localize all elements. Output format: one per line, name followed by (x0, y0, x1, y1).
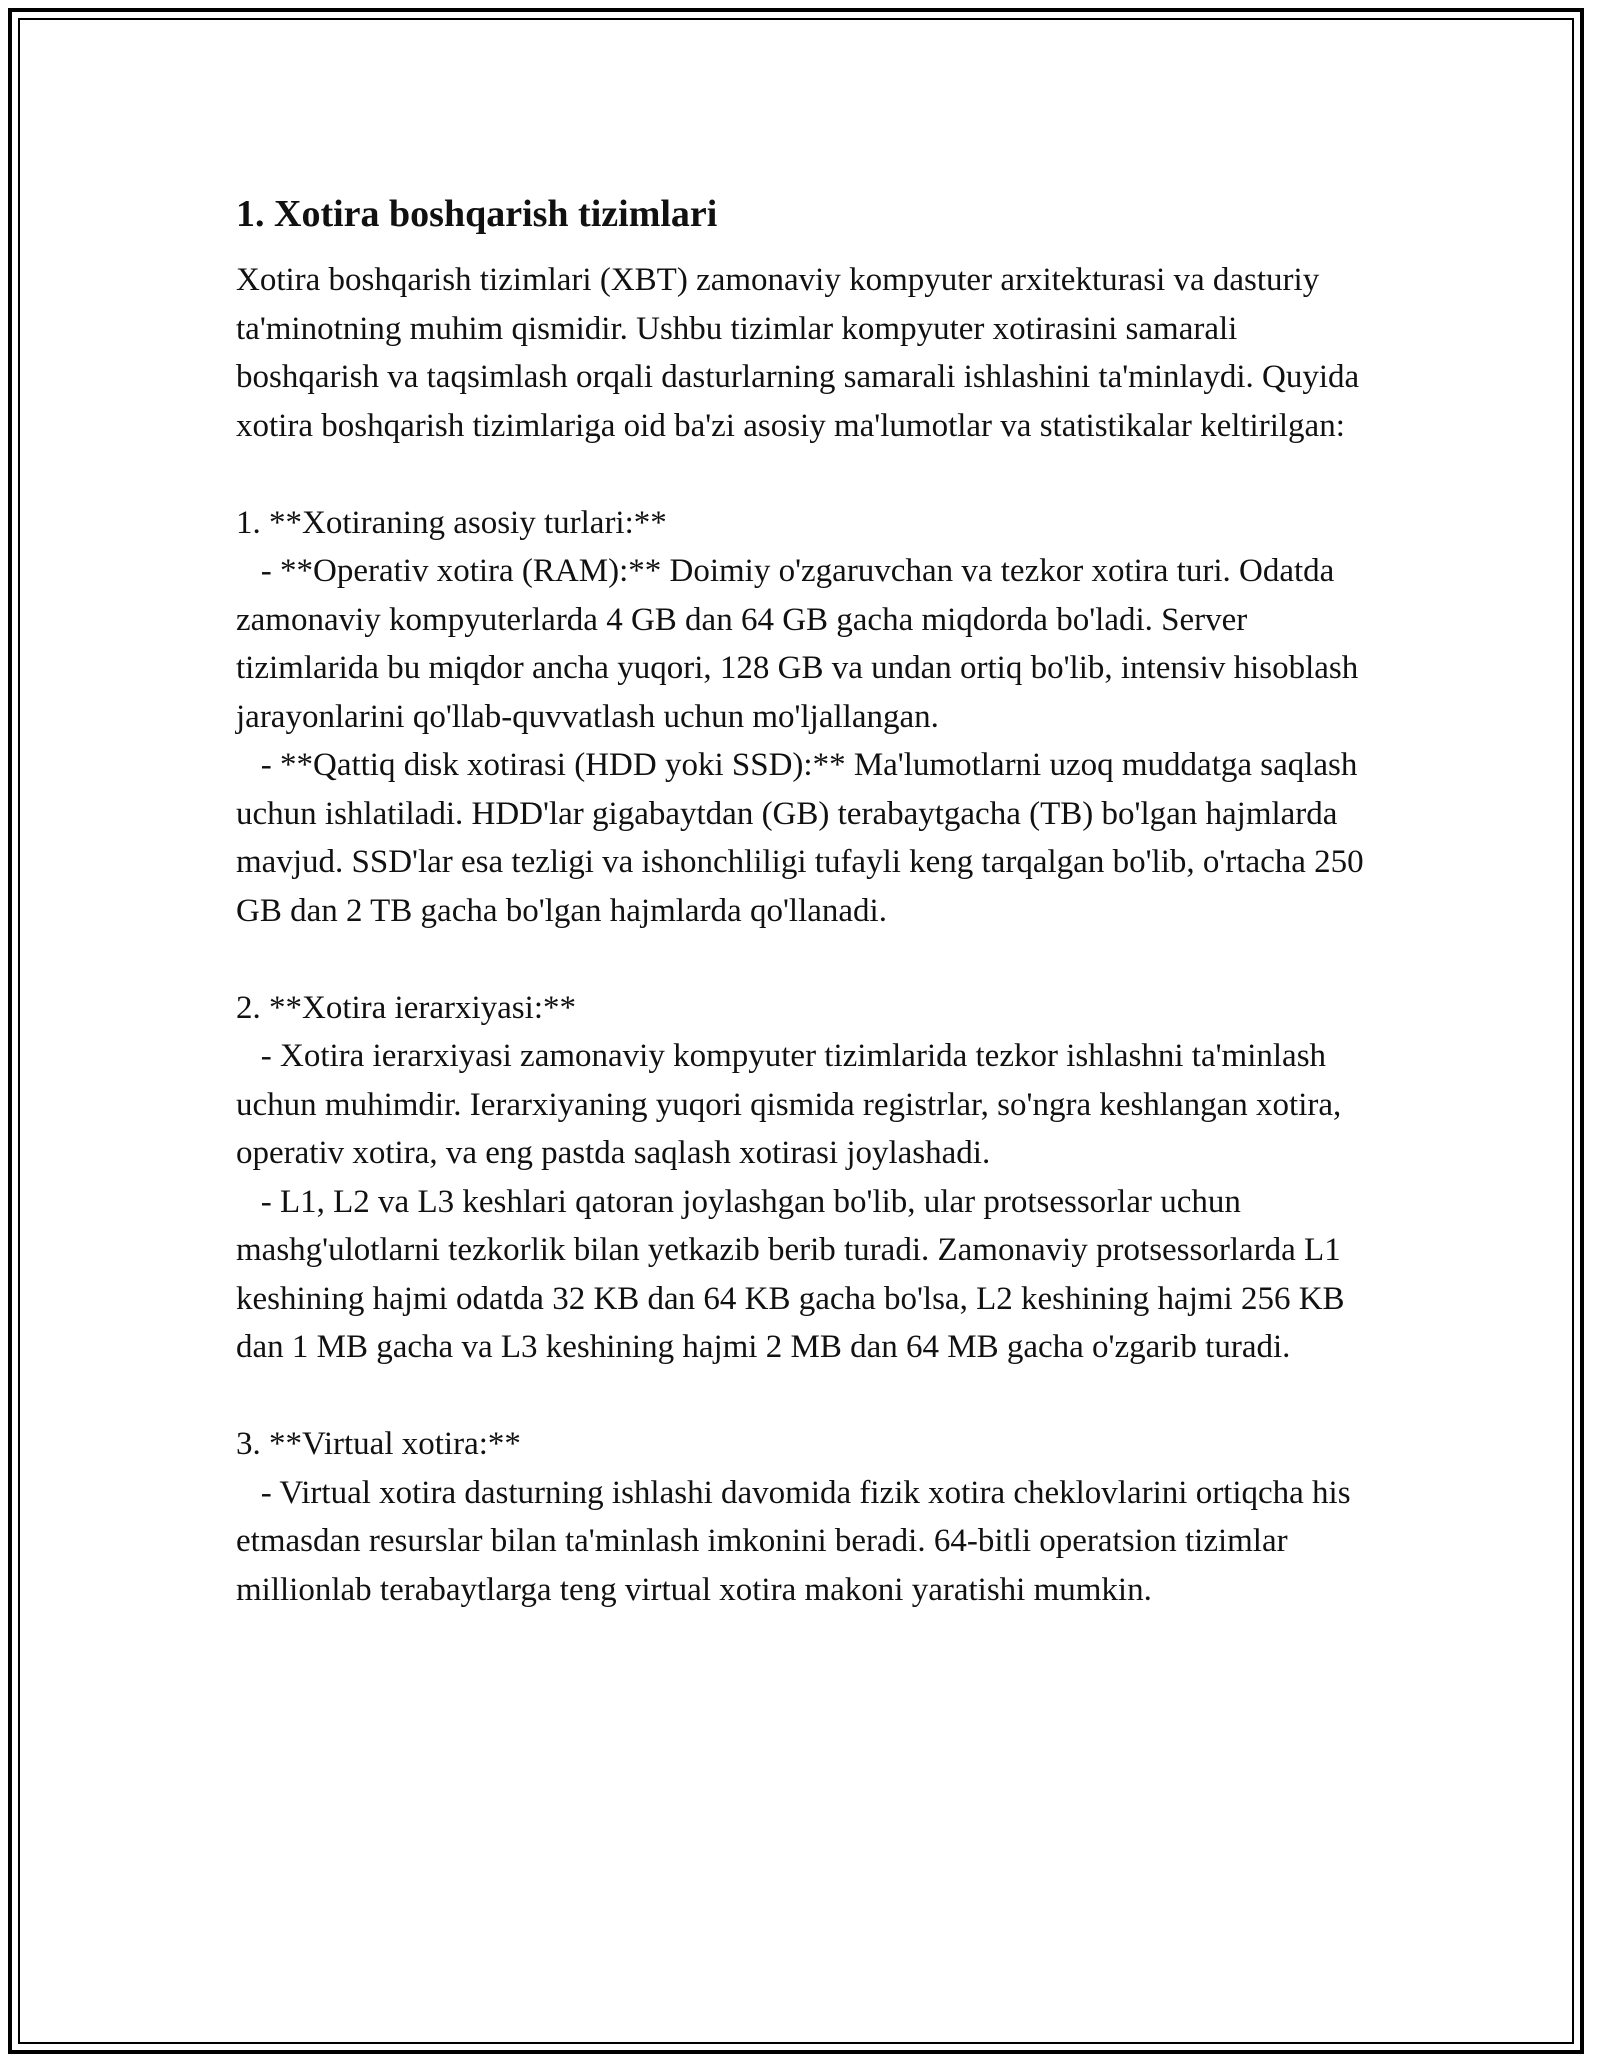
section-heading: 2. **Xotira ierarxiyasi:** (236, 989, 576, 1026)
list-item: - **Qattiq disk xotirasi (HDD yoki SSD):** Ma'lumotlarni uzoq muddatga saqlash uchun ishlatiladi. HDD'lar gigabaytdan (GB) terabaytgacha (TB) bo'lgan hajmlarda mavjud. SSD'lar esa tezligi va ishonchliligi tufayli keng tarqalgan bo'lib, o'rtacha 250 GB dan 2 TB gacha bo'lgan hajmlarda qo'llanadi. (236, 747, 1372, 929)
section-memory-types (236, 499, 1386, 936)
list-item: - L1, L2 va L3 keshlari qatoran joylashgan bo'lib, ular protsessorlar uchun mashg'ulotlarni tezkorlik bilan yetkazib berib turadi. Zamonaviy protsessorlarda L1 keshining hajmi odatda 32 KB dan 64 KB gacha bo'lsa, L2 keshining hajmi 256 KB dan 1 MB gacha va L3 keshining hajmi 2 MB dan 64 MB gacha o'zgarib turadi. (236, 1183, 1353, 1365)
spacer (236, 1372, 1386, 1421)
intro-paragraph: Xotira boshqarish tizimlari (XBT) zamonaviy kompyuter arxitekturasi va dasturiy ta'minotning muhim qismidir. Ushbu tizimlar kompyuter xotirasini samarali boshqarish va taqsimlash orqali dasturlarning samarali ishlashini ta'minlaydi. Quyida xotira boshqarish tizimlariga oid ba'zi asosiy ma'lumotlar va statistikalar keltirilgan: (236, 262, 1368, 444)
section-virtual-memory (236, 1420, 1386, 1614)
section-memory-hierarchy (236, 984, 1386, 1372)
list-item: - **Operativ xotira (RAM):** Doimiy o'zgaruvchan va tezkor xotira turi. Odatda zamonaviy kompyuterlarda 4 GB dan 64 GB gacha miqdorda bo'ladi. Server tizimlarida bu miqdor ancha yuqori, 128 GB va undan ortiq bo'lib, intensiv hisoblash jarayonlarini qo'llab-quvvatlash uchun mo'ljallangan. (236, 553, 1367, 735)
section-heading: 3. **Virtual xotira:** (236, 1426, 521, 1462)
document-title: 1. Xotira boshqarish tizimlari (236, 193, 718, 235)
list-item: - Virtual xotira dasturning ishlashi davomida fizik xotira cheklovlarini ortiqcha his etmasdan resurslar bilan ta'minlash imkonini beradi. 64-bitli operatsion tizimlar millionlab terabaytlarga teng virtual xotira makoni yaratishi mumkin. (236, 1474, 1359, 1608)
document-body (236, 186, 1386, 1614)
spacer (236, 935, 1386, 984)
spacer (236, 450, 1386, 499)
list-item: - Xotira ierarxiyasi zamonaviy kompyuter tizimlarida tezkor ishlashni ta'minlash uchun muhimdir. Ierarxiyaning yuqori qismida registrlar, so'ngra keshlangan xotira, operativ xotira, va eng pastda saqlash xotirasi joylashadi. (236, 1038, 1350, 1171)
section-heading: 1. **Xotiraning asosiy turlari:** (236, 504, 667, 541)
